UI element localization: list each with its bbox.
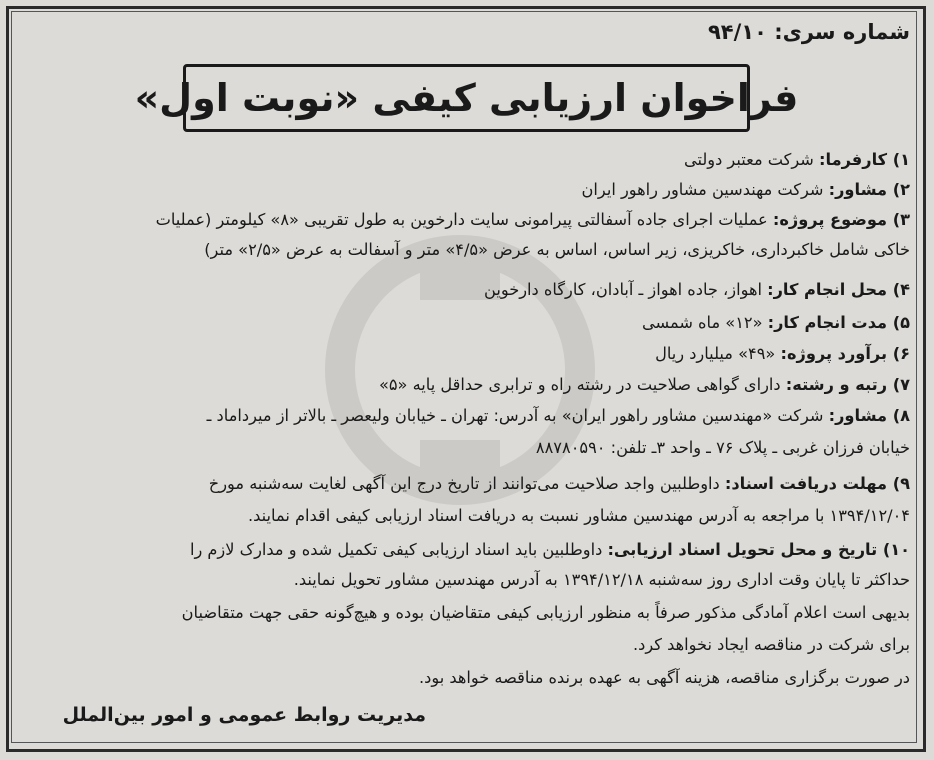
item-line	[379, 377, 910, 393]
item-line	[248, 508, 910, 524]
item-line	[156, 212, 910, 228]
item-label: ۸) مشاور:	[828, 406, 910, 425]
item-line	[655, 346, 910, 362]
item-text: خیابان فرزان غربی ـ پلاک ۷۶ ـ واحد ۳ـ تلفن: ۸۸۷۸۰۵۹۰	[535, 438, 910, 457]
item-label: ۴) محل انجام کار:	[767, 280, 910, 299]
item-text: شرکت مهندسین مشاور راهور ایران	[581, 180, 829, 199]
item-label: ۱۰) تاریخ و محل تحویل اسناد ارزیابی:	[607, 540, 910, 559]
item-text: عملیات اجرای جاده آسفالتی پیرامونی سایت دارخوین به طول تقریبی «۸» کیلومتر (عملیات	[155, 210, 773, 229]
title-box	[134, 64, 799, 132]
item-text: دارای گواهی صلاحیت در رشته راه و ترابری حداقل پایه «۵»	[378, 375, 786, 394]
serial-number: شماره سری: ۹۴/۱۰	[707, 20, 910, 44]
item-text: ۱۳۹۴/۱۲/۰۴ با مراجعه به آدرس مهندسین مشاور نسبت به دریافت اسناد ارزیابی کیفی اقدام نمایند.	[248, 506, 910, 525]
item-text: داوطلبین باید اسناد ارزیابی کیفی تکمیل شده و مدارک لازم را	[189, 540, 608, 559]
item-label: ۷) رتبه و رشته:	[785, 375, 910, 394]
item-line	[633, 637, 910, 653]
item-text: شرکت «مهندسین مشاور راهور ایران» به آدرس: تهران ـ خیابان ولیعصر ـ بالاتر از میرداماد ـ	[206, 406, 829, 425]
item-line	[582, 182, 911, 198]
item-text: بدیهی است اعلام آمادگی مذکور صرفاً به منظور ارزیابی کیفی متقاضیان بوده و هیچ‌گونه حقی جهت متقاضیان	[181, 603, 910, 622]
page-title: فراخوان ارزیابی کیفی «نوبت اول»	[134, 76, 799, 120]
item-label: ۲) مشاور:	[828, 180, 910, 199]
item-text: خاکی شامل خاکبرداری، خاکریزی، زیر اساس، اساس به عرض «۴/۵» متر و آسفالت به عرض «۲/۵» متر)	[204, 240, 910, 259]
item-label: ۱) کارفرما:	[819, 150, 910, 169]
item-line	[419, 670, 910, 686]
item-line	[642, 315, 910, 331]
item-text: داوطلبین واجد صلاحیت می‌توانند از تاریخ درج این آگهی لغایت سه‌شنبه مورخ	[208, 474, 725, 493]
item-line	[209, 476, 910, 492]
item-label: ۳) موضوع پروژه:	[772, 210, 910, 229]
item-line	[294, 572, 910, 588]
item-line	[182, 605, 910, 621]
item-text: «۴۹» میلیارد ریال	[655, 344, 781, 363]
item-line	[484, 282, 910, 298]
item-text: حداکثر تا پایان وقت اداری روز سه‌شنبه ۱۳۹۴/۱۲/۱۸ به آدرس مهندسین مشاور تحویل نمایند.	[293, 570, 910, 589]
item-text: در صورت برگزاری مناقصه، هزینه آگهی به عهده برنده مناقصه خواهد بود.	[419, 668, 910, 687]
item-line	[684, 152, 910, 168]
item-line	[204, 242, 910, 258]
item-text: شرکت معتبر دولتی	[683, 150, 820, 169]
item-line	[190, 542, 910, 558]
item-label: ۶) برآورد پروژه:	[780, 344, 910, 363]
item-text: برای شرکت در مناقصه ایجاد نخواهد کرد.	[633, 635, 910, 654]
item-label: ۵) مدت انجام کار:	[767, 313, 910, 332]
signature-footer: مدیریت روابط عمومی و امور بین‌الملل	[62, 704, 426, 726]
item-line	[536, 440, 910, 456]
item-text: اهواز، جاده اهواز ـ آبادان، کارگاه دارخوین	[484, 280, 768, 299]
item-label: ۹) مهلت دریافت اسناد:	[724, 474, 910, 493]
item-text: «۱۲» ماه شمسی	[642, 313, 768, 332]
item-line	[207, 408, 910, 424]
